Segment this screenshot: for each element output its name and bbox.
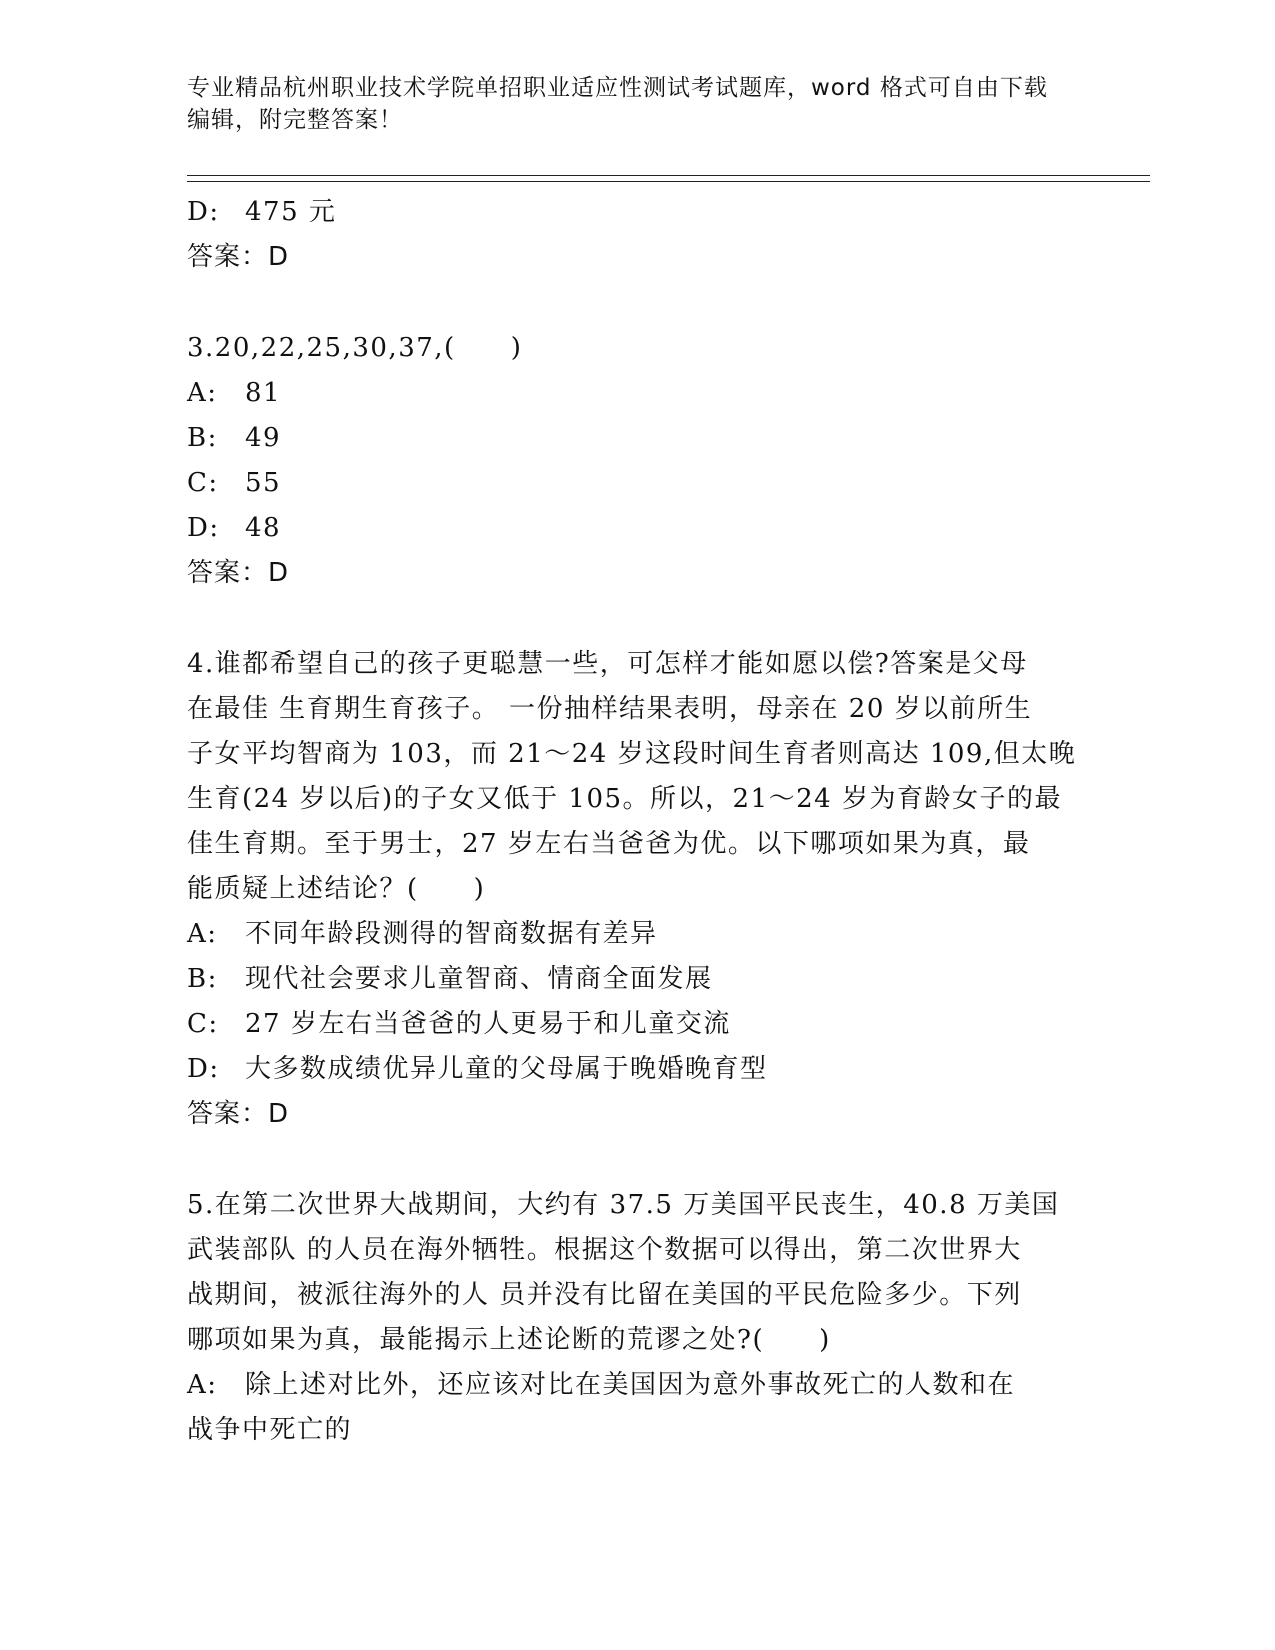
option-text: 大多数成绩优异儿童的父母属于晚婚晚育型 <box>245 1054 768 1084</box>
q4-option-d <box>187 1047 1077 1092</box>
option-text: 48 <box>245 513 282 543</box>
prev-option-d <box>187 190 1077 235</box>
header-line-2: 编辑，附完整答案！ <box>187 107 403 133</box>
option-label: C: <box>187 468 219 498</box>
option-label: B: <box>187 423 218 453</box>
option-label: C: <box>187 1009 219 1039</box>
q3-option-c <box>187 461 1077 506</box>
q5-stem-line: 哪项如果为真，最能揭示上述论断的荒谬之处?( ) <box>187 1325 831 1355</box>
header-rule-bottom <box>187 181 1150 182</box>
option-text: 81 <box>245 378 282 408</box>
q3-stem: 3.20,22,25,30,37,( ) <box>187 333 523 363</box>
option-text: 不同年龄段测得的智商数据有差异 <box>245 919 658 949</box>
option-label: D: <box>187 513 220 543</box>
q3-option-b <box>187 416 1077 461</box>
option-label: D: <box>187 197 220 227</box>
option-label: D: <box>187 1054 220 1084</box>
option-text: 除上述对比外，还应该对比在美国因为意外事故死亡的人数和在 <box>245 1370 1016 1400</box>
q4-stem-line: 4.谁都希望自己的孩子更聪慧一些，可怎样才能如愿以偿?答案是父母 <box>187 649 1028 679</box>
q5-stem-line: 5.在第二次世界大战期间，大约有 37.5 万美国平民丧生，40.8 万美国 <box>187 1190 1060 1220</box>
option-label: A: <box>187 919 218 949</box>
option-text: 55 <box>245 468 282 498</box>
option-label: A: <box>187 1370 218 1400</box>
document-body <box>187 190 1077 1453</box>
q5-option-a <box>187 1363 1077 1408</box>
option-text: 27 岁左右当爸爸的人更易于和儿童交流 <box>245 1009 731 1039</box>
option-text: 现代社会要求儿童智商、情商全面发展 <box>245 964 713 994</box>
q4-option-b <box>187 957 1077 1002</box>
q3-option-d <box>187 506 1077 551</box>
q5-option-a-continuation: 战争中死亡的 <box>187 1415 353 1445</box>
q4-option-a <box>187 912 1077 957</box>
page-header <box>187 72 1067 136</box>
q4-option-c <box>187 1002 1077 1047</box>
q4-stem <box>187 642 1077 912</box>
q5-stem-line: 战期间，被派往海外的人 员并没有比留在美国的平民危险多少。下列 <box>187 1280 1022 1310</box>
q4-answer: 答案：D <box>187 1099 290 1129</box>
option-label: B: <box>187 964 218 994</box>
option-text: 49 <box>245 423 282 453</box>
q4-stem-line: 子女平均智商为 103，而 21～24 岁这段时间生育者则高达 109,但太晚 <box>187 739 1077 769</box>
header-rule-top <box>187 175 1150 176</box>
q4-stem-line: 在最佳 生育期生育孩子。 一份抽样结果表明，母亲在 20 岁以前所生 <box>187 694 1033 724</box>
q4-stem-line: 能质疑上述结论？( ) <box>187 874 486 904</box>
q3-answer: 答案：D <box>187 558 290 588</box>
q3-option-a <box>187 371 1077 416</box>
q5-stem <box>187 1183 1077 1363</box>
option-text: 475 元 <box>245 197 337 227</box>
q4-stem-line: 生育(24 岁以后)的子女又低于 105。所以，21～24 岁为育龄女子的最 <box>187 784 1062 814</box>
header-line-1: 专业精品杭州职业技术学院单招职业适应性测试考试题库，word 格式可自由下载 <box>187 75 1048 101</box>
option-label: A: <box>187 378 218 408</box>
q5-stem-line: 武装部队 的人员在海外牺牲。根据这个数据可以得出，第二次世界大 <box>187 1235 1022 1265</box>
q4-stem-line: 佳生育期。至于男士，27 岁左右当爸爸为优。以下哪项如果为真，最 <box>187 829 1031 859</box>
prev-answer: 答案：D <box>187 242 290 272</box>
